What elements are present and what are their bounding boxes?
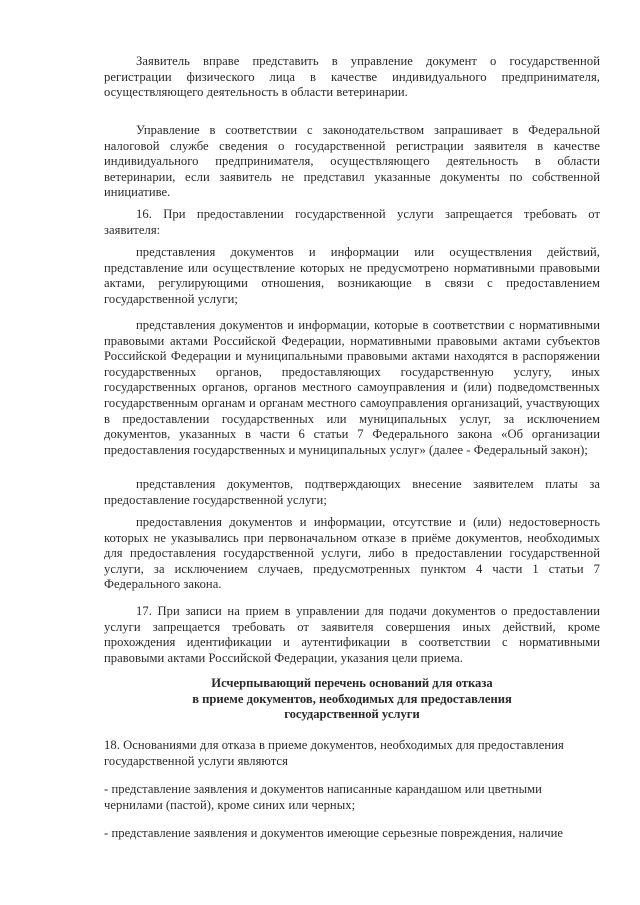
paragraph-reason-2: - представление заявления и документов имеющие серьезные повреждения, наличие <box>104 826 564 840</box>
section-heading-line-3: государственной услуги <box>284 707 420 722</box>
section-heading-line-2: в приеме документов, необходимых для предоставления <box>192 691 512 706</box>
paragraph-reason-1: - представление заявления и документов написанные карандашом или цветными чернилами (пастой), кроме синих или черных; <box>104 782 542 812</box>
paragraph-management-request: Управление в соответствии с законодательством запрашивает в Федеральной налоговой службе сведения о государственной регистрации заявителя в качестве индивидуального предпринимателя, осуществляющего деятельность в области ветеринарии, если заявитель не представил указанные документы по собственной инициативе. <box>104 123 600 200</box>
paragraph-item-17: 17. При записи на прием в управлении для подачи документов о предоставлении услуги запрещается требовать от заявителя совершения иных действий, кроме прохождения идентификации и аутентификации в соответствии с нормативными правовыми актами Российской Федерации, указания цели приема. <box>104 604 600 665</box>
paragraph-item-16: 16. При предоставлении государственной услуги запрещается требовать от заявителя: <box>104 207 600 237</box>
section-heading-line-1: Исчерпывающий перечень оснований для отказа <box>211 676 493 690</box>
paragraph-item-18: 18. Основаниями для отказа в приеме документов, необходимых для предоставления государственной услуги являются <box>104 738 564 768</box>
paragraph-prohibition-3: представления документов, подтверждающих внесение заявителем платы за предоставление государственной услуги; <box>104 477 600 507</box>
paragraph-applicant-right: Заявитель вправе представить в управление документ о государственной регистрации физического лица в качестве индивидуального предпринимателя, осуществляющего деятельность в области ветеринарии. <box>104 54 600 100</box>
paragraph-prohibition-4: предоставления документов и информации, отсутствие и (или) недостоверность которых не указывались при первоначальном отказе в приёме документов, необходимых для предоставления государственной услуги, либо в предоставлении государственной услуги, за исключением случаев, предусмотренных пунктом 4 части 1 статьи 7 Федерального закона. <box>104 515 600 592</box>
paragraph-prohibition-1: представления документов и информации или осуществления действий, представление или осуществление которых не предусмотрено нормативными правовыми актами, регулирующими отношения, возникающие в связи с предоставлением государственной услуги; <box>104 245 600 306</box>
section-heading <box>104 676 600 723</box>
paragraph-prohibition-2: представления документов и информации, которые в соответствии с нормативными правовыми актами Российской Федерации, нормативными правовыми актами субъектов Российской Федерации и муниципальными правовыми актами находятся в распоряжении государственных органов, предоставляющих государственную услугу, иных государственных органов, органов местного самоуправления и (или) подведомственных государственным органам и органам местного самоуправления организаций, участвующих в предоставлении государственных или муниципальных услуг, за исключением документов, указанных в части 6 статьи 7 Федерального закона «Об организации предоставления государственных и муниципальных услуг» (далее - Федеральный закон); <box>104 318 600 457</box>
